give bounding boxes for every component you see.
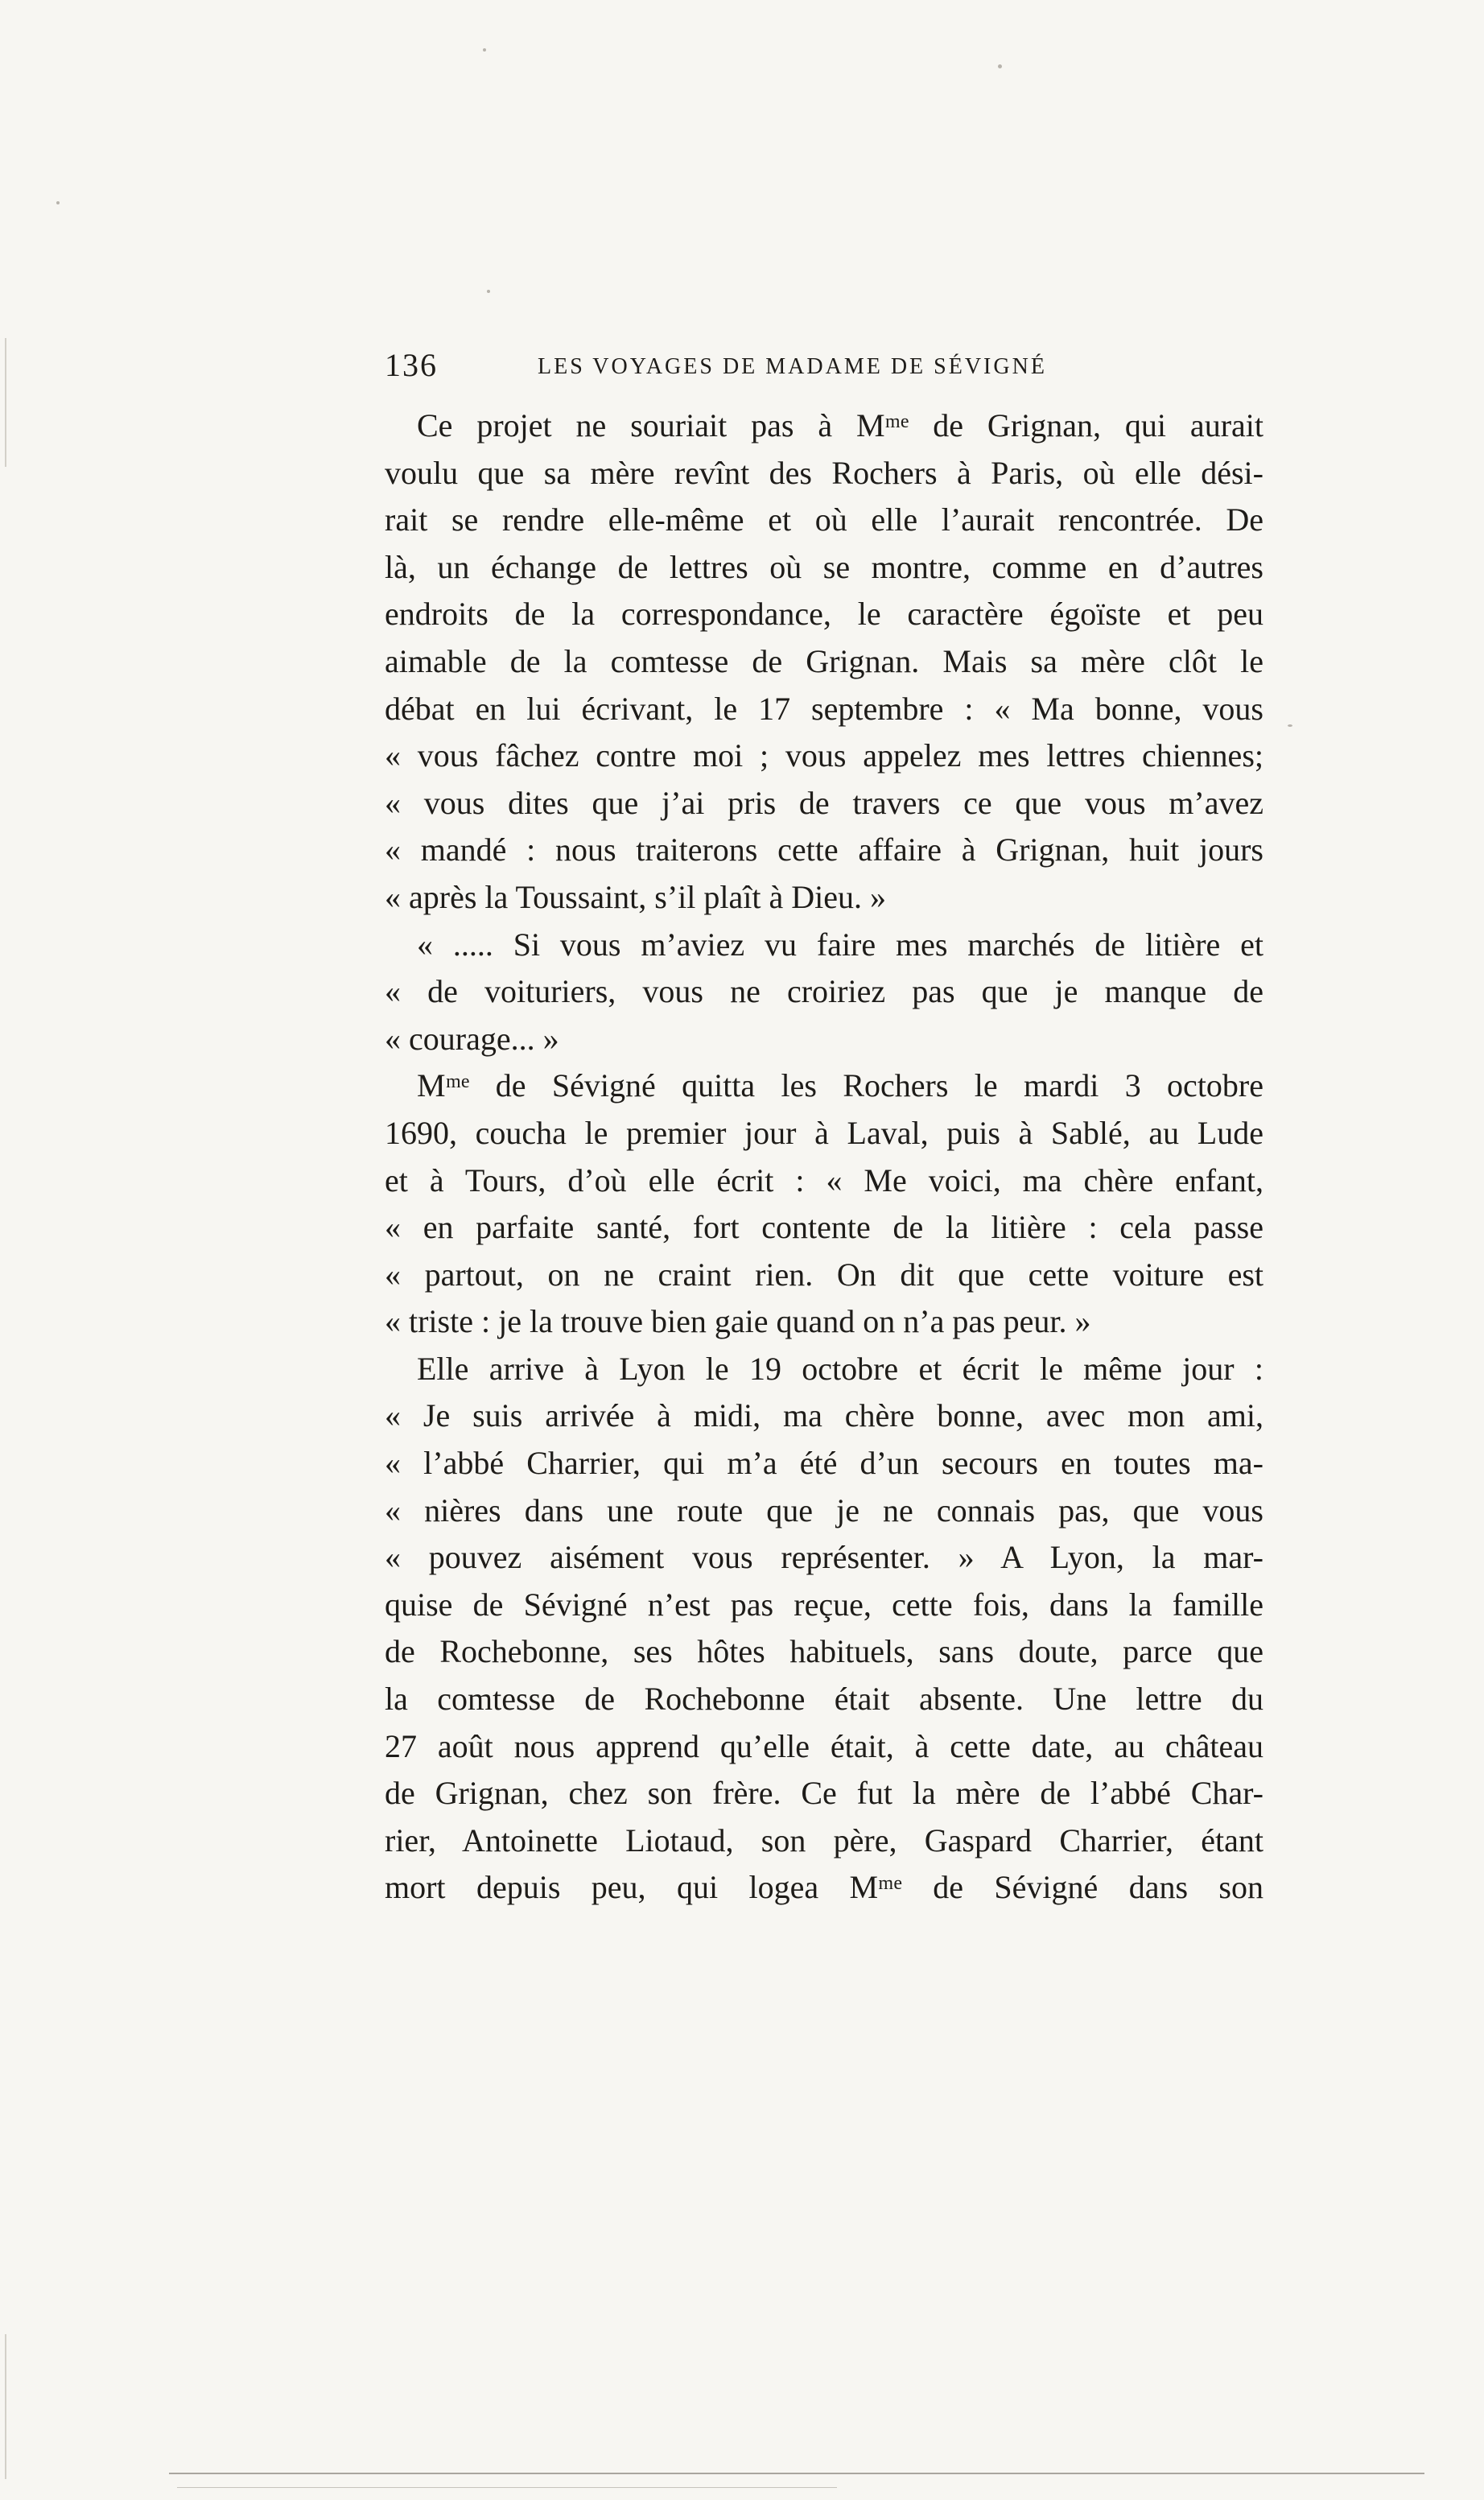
- text-line: « après la Toussaint, s’il plaît à Dieu. »: [385, 878, 887, 915]
- text-line: débat en lui écrivant, le 17 septembre : « Ma bonne, vous: [385, 690, 1263, 727]
- text-line: aimable de la comtesse de Grignan. Mais sa mère clôt le: [385, 642, 1263, 679]
- text-line: Mᵐᵉ de Sévigné quitta les Rochers le mardi 3 octobre: [417, 1067, 1263, 1104]
- scan-margin-line: [5, 2334, 6, 2479]
- text-line: voulu que sa mère revînt des Rochers à Paris, où elle dési-: [385, 454, 1263, 491]
- scan-speck: [1288, 724, 1292, 727]
- running-title: LES VOYAGES DE MADAME DE SÉVIGNÉ: [538, 354, 1047, 379]
- text-line: et à Tours, d’où elle écrit : « Me voici, ma chère enfant,: [385, 1161, 1263, 1198]
- scan-speck: [483, 48, 486, 52]
- page-number: 136: [385, 347, 438, 383]
- text-line: quise de Sévigné n’est pas reçue, cette fois, dans la famille: [385, 1586, 1263, 1623]
- bottom-edge-rule: [169, 2473, 1424, 2474]
- text-line: « Je suis arrivée à midi, ma chère bonne, avec mon ami,: [385, 1397, 1263, 1434]
- text-line: 27 août nous apprend qu’elle était, à cette date, au château: [385, 1727, 1263, 1764]
- text-line: « triste : je la trouve bien gaie quand on n’a pas peur. »: [385, 1303, 1091, 1340]
- scan-speck: [487, 290, 490, 293]
- text-line: endroits de la correspondance, le caractère égoïste et peu: [385, 596, 1263, 633]
- text-line: la comtesse de Rochebonne était absente. Une lettre du: [385, 1681, 1263, 1718]
- scan-speck: [998, 64, 1002, 68]
- text-line: « courage... »: [385, 1020, 559, 1057]
- text-line: « pouvez aisément vous représenter. » A Lyon, la mar-: [385, 1539, 1263, 1576]
- text-line: « partout, on ne craint rien. On dit que cette voiture est: [385, 1256, 1263, 1293]
- text-line: « vous dites que j’ai pris de travers ce que vous m’avez: [385, 784, 1263, 821]
- scan-speck: [56, 201, 60, 204]
- text-line: rier, Antoinette Liotaud, son père, Gaspard Charrier, étant: [385, 1821, 1263, 1858]
- text-line: de Grignan, chez son frère. Ce fut la mère de l’abbé Char-: [385, 1775, 1263, 1812]
- bottom-edge-rule-short: [177, 2487, 837, 2488]
- scan-margin-line: [5, 338, 6, 467]
- text-line: « ..... Si vous m’aviez vu faire mes marchés de litière et: [417, 926, 1263, 963]
- text-line: mort depuis peu, qui logea Mᵐᵉ de Sévigné dans son: [385, 1869, 1263, 1906]
- text-line: là, un échange de lettres où se montre, comme en d’autres: [385, 548, 1263, 585]
- text-line: « mandé : nous traiterons cette affaire à Grignan, huit jours: [385, 831, 1263, 868]
- text-line: « vous fâchez contre moi ; vous appelez mes lettres chiennes;: [385, 737, 1263, 774]
- text-line: Elle arrive à Lyon le 19 octobre et écrit le même jour :: [417, 1350, 1263, 1387]
- text-line: « nières dans une route que je ne connais pas, que vous: [385, 1491, 1263, 1528]
- text-line: 1690, coucha le premier jour à Laval, puis à Sablé, au Lude: [385, 1114, 1263, 1151]
- text-line: Ce projet ne souriait pas à Mᵐᵉ de Grignan, qui aurait: [417, 407, 1263, 443]
- text-line: « l’abbé Charrier, qui m’a été d’un secours en toutes ma-: [385, 1445, 1263, 1482]
- text-line: de Rochebonne, ses hôtes habituels, sans doute, parce que: [385, 1633, 1263, 1670]
- running-head: [385, 341, 1086, 390]
- body-text: [385, 402, 1263, 1912]
- text-line: « de voituriers, vous ne croiriez pas que je manque de: [385, 973, 1263, 1010]
- text-line: « en parfaite santé, fort contente de la litière : cela passe: [385, 1209, 1263, 1246]
- text-line: rait se rendre elle-même et où elle l’aurait rencontrée. De: [385, 501, 1263, 538]
